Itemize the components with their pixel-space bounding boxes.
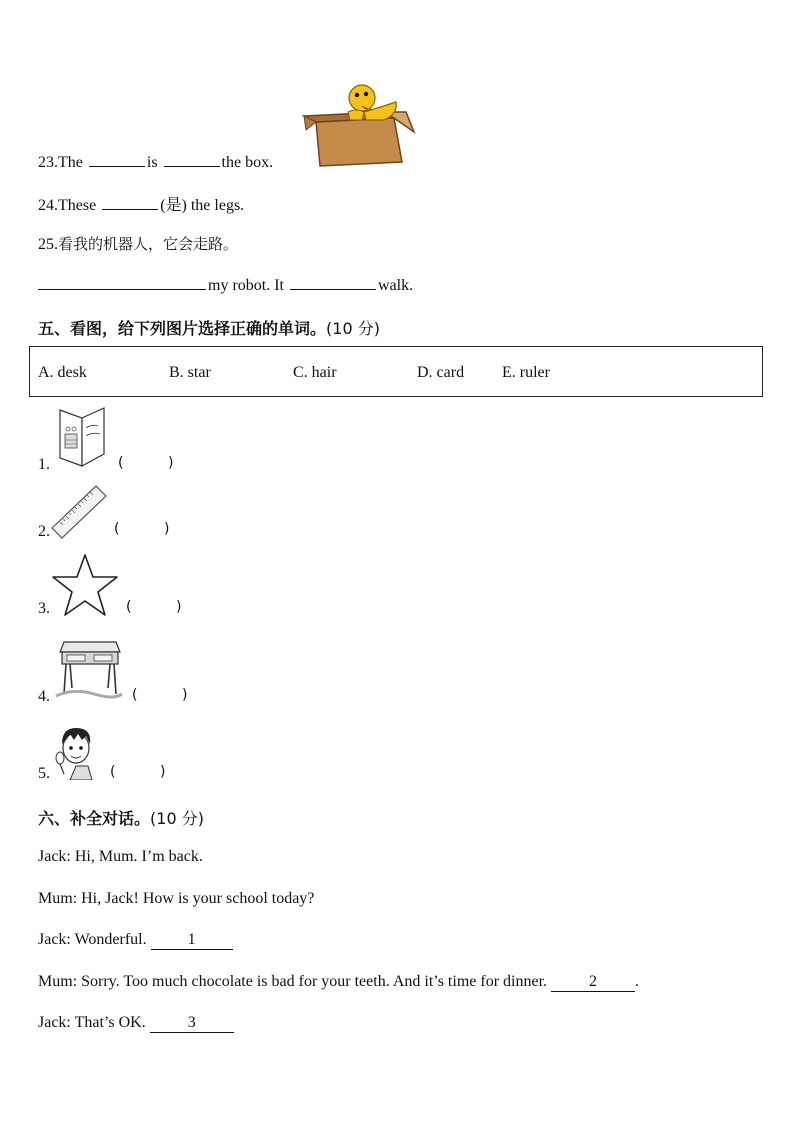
question-25-english: my robot. It walk.: [38, 275, 413, 295]
option-c: C. hair: [293, 364, 337, 381]
question-25: 25.看我的机器人，它会走路。: [38, 235, 239, 253]
answer-parentheses[interactable]: ( ): [118, 455, 174, 471]
answer-parentheses[interactable]: ( ): [110, 764, 166, 780]
boy-hair-image: [52, 722, 96, 780]
dialogue-line: Mum: Hi, Jack! How is your school today?: [38, 890, 315, 907]
item-number: 2.: [38, 523, 50, 540]
question-24: 24.These (是) the legs.: [38, 197, 245, 214]
duck-in-box-image: [302, 82, 418, 168]
answer-blank[interactable]: [102, 195, 158, 210]
ruler-image: [50, 484, 108, 540]
question-number: 25.: [38, 236, 58, 253]
item-number: 4.: [38, 688, 50, 705]
card-image: [56, 406, 108, 468]
answer-parentheses[interactable]: ( ): [114, 521, 170, 537]
answer-parentheses[interactable]: ( ): [132, 687, 188, 703]
item-number: 5.: [38, 765, 50, 782]
dialogue-line: Jack: Hi, Mum. I’m back.: [38, 848, 203, 865]
question-number: 23.: [38, 154, 58, 171]
question-23: 23.The is the box.: [38, 154, 274, 171]
option-e: E. ruler: [502, 364, 550, 381]
star-image: [50, 552, 120, 618]
answer-blank[interactable]: [38, 275, 206, 290]
option-d: D. card: [417, 364, 465, 381]
word-options-box: [29, 346, 763, 397]
answer-parentheses[interactable]: ( ): [126, 599, 182, 615]
item-number: 1.: [38, 456, 50, 473]
option-b: B. star: [169, 364, 211, 381]
dialogue-line: Mum: Sorry. Too much chocolate is bad for your teeth. And it’s time for dinner. 2 .: [38, 973, 640, 990]
dialogue-line: Jack: Wonderful. 1: [38, 931, 233, 950]
dialogue-blank-1[interactable]: 1: [151, 931, 233, 950]
section-5-heading: 五、看图，给下列图片选择正确的单词。(10 分): [38, 319, 380, 338]
answer-blank[interactable]: [89, 152, 145, 167]
item-number: 3.: [38, 600, 50, 617]
dialogue-blank-2[interactable]: 2: [551, 973, 635, 992]
dialogue-blank-3[interactable]: 3: [150, 1014, 234, 1033]
answer-blank[interactable]: [290, 275, 376, 290]
dialogue-line: Jack: That’s OK. 3: [38, 1014, 234, 1033]
option-a: A. desk: [38, 364, 87, 381]
answer-blank[interactable]: [164, 152, 220, 167]
desk-image: [54, 638, 124, 702]
section-6-heading: 六、补全对话。(10 分): [38, 809, 204, 828]
question-number: 24.: [38, 197, 58, 214]
